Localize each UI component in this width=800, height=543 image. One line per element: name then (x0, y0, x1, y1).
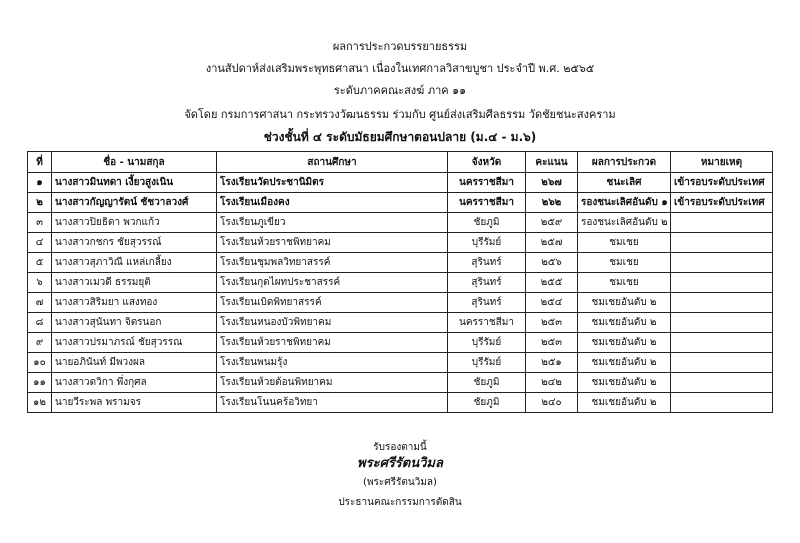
document-title: ผลการประกวดบรรยายธรรม (332, 40, 468, 53)
cell-no: ๑๑ (28, 373, 52, 393)
col-header-school: สถานศึกษา (217, 152, 448, 173)
cell-result: ชมเชยอันดับ ๒ (578, 393, 671, 413)
cell-note: เข้ารอบระดับประเทศ (671, 173, 773, 193)
col-header-no: ที่ (28, 152, 52, 173)
cell-province: นครราชสีมา (448, 313, 526, 333)
cell-no: ๓ (28, 213, 52, 233)
cell-name: นางสาวสุนันทา จิตรนอก (52, 313, 217, 333)
cell-province: บุรีรัมย์ (448, 353, 526, 373)
cell-name: นางสาวปรมาภรณ์ ชัยสุวรรณ (52, 333, 217, 353)
col-header-name: ชื่อ - นามสกุล (52, 152, 217, 173)
cell-province: สุรินทร์ (448, 253, 526, 273)
cell-province: ชัยภูมิ (448, 213, 526, 233)
table-row (28, 333, 773, 353)
table-row (28, 173, 773, 193)
level-heading: ช่วงชั้นที่ ๔ ระดับมัธยมศึกษาตอนปลาย (ม.๔ - ม.๖) (263, 130, 537, 144)
table-row (28, 353, 773, 373)
signer-name: (พระศรีรัตนวิมล) (363, 477, 437, 488)
cell-name: นายวีระพล พรามจร (52, 393, 217, 413)
cell-result: ชมเชย (578, 233, 671, 253)
cell-name: นางสาวเมวดี ธรรมยุติ (52, 273, 217, 293)
cell-score: ๒๔๐ (526, 393, 578, 413)
cell-note (671, 233, 773, 253)
cell-school: โรงเรียนชุมพลวิทยาสรรค์ (217, 253, 448, 273)
cell-no: ๕ (28, 253, 52, 273)
cell-school: โรงเรียนห้วยต้อนพิทยาคม (217, 373, 448, 393)
cell-province: บุรีรัมย์ (448, 233, 526, 253)
cell-province: ชัยภูมิ (448, 373, 526, 393)
cell-province: ชัยภูมิ (448, 393, 526, 413)
cell-note (671, 313, 773, 333)
cell-name: นางสาวสุภาวิณี แหล่เกลี้ยง (52, 253, 217, 273)
cell-no: ๔ (28, 233, 52, 253)
cell-name: นางสาวมินทดา เงี้ยวสูงเนิน (52, 173, 217, 193)
table-row (28, 373, 773, 393)
cell-school: โรงเรียนห้วยราชพิทยาคม (217, 233, 448, 253)
cell-result: ชมเชยอันดับ ๒ (578, 373, 671, 393)
col-header-note: หมายเหตุ (671, 152, 773, 173)
cell-note (671, 213, 773, 233)
cell-note (671, 373, 773, 393)
cell-no: ๑ (28, 173, 52, 193)
cell-result: รองชนะเลิศอันดับ ๒ (578, 213, 671, 233)
cell-name: นายอภินันท์ มีพวงผล (52, 353, 217, 373)
cell-score: ๒๖๒ (526, 193, 578, 213)
table-header-row (28, 152, 773, 173)
cell-no: ๗ (28, 293, 52, 313)
cell-result: ชมเชยอันดับ ๒ (578, 313, 671, 333)
table-row (28, 213, 773, 233)
cell-name: นางสาวปิยธิดา พวกแก้ว (52, 213, 217, 233)
cell-no: ๑๒ (28, 393, 52, 413)
certify-label: รับรองตามนี้ (373, 442, 427, 453)
cell-score: ๒๕๖ (526, 253, 578, 273)
cell-score: ๒๔๒ (526, 373, 578, 393)
cell-no: ๑๐ (28, 353, 52, 373)
cell-no: ๘ (28, 313, 52, 333)
cell-result: ชมเชยอันดับ ๒ (578, 353, 671, 373)
cell-province: บุรีรัมย์ (448, 333, 526, 353)
cell-school: โรงเรียนกุดไผทประชาสรรค์ (217, 273, 448, 293)
table-row (28, 293, 773, 313)
col-header-province: จังหวัด (448, 152, 526, 173)
col-header-result: ผลการประกวด (578, 152, 671, 173)
cell-result: ชมเชยอันดับ ๒ (578, 333, 671, 353)
cell-school: โรงเรียนห้วยราชพิทยาคม (217, 333, 448, 353)
cell-score: ๒๕๗ (526, 233, 578, 253)
cell-no: ๙ (28, 333, 52, 353)
organizer-line: จัดโดย กรมการศาสนา กระทรวงวัฒนธรรม ร่วมกับ ศูนย์ส่งเสริมศีลธรรม วัดชัยชนะสงคราม (184, 108, 616, 121)
cell-province: นครราชสีมา (448, 173, 526, 193)
cell-school: โรงเรียนพนมรุ้ง (217, 353, 448, 373)
cell-note (671, 333, 773, 353)
cell-no: ๖ (28, 273, 52, 293)
cell-school: โรงเรียนวัดประชานิมิตร (217, 173, 448, 193)
table-row (28, 393, 773, 413)
cell-result: ชนะเลิศ (578, 173, 671, 193)
cell-name: นางสาวสิริมยา แสงทอง (52, 293, 217, 313)
cell-score: ๒๕๔ (526, 293, 578, 313)
cell-province: สุรินทร์ (448, 273, 526, 293)
table-row (28, 193, 773, 213)
cell-score: ๒๕๕ (526, 273, 578, 293)
cell-no: ๒ (28, 193, 52, 213)
cell-name: นางสาวกัญญารัตน์ ชัชวาลวงศ์ (52, 193, 217, 213)
cell-result: รองชนะเลิศอันดับ ๑ (578, 193, 671, 213)
cell-name: นางสาวดวิกา พึ่งกุศล (52, 373, 217, 393)
signer-position: ประธานคณะกรรมการตัดสิน (338, 497, 462, 508)
event-title: งานสัปดาห์ส่งเสริมพระพุทธศาสนา เนื่องในเทศกาลวิสาขบูชา ประจำปี พ.ศ. ๒๕๖๕ (205, 62, 595, 75)
cell-province: สุรินทร์ (448, 293, 526, 313)
cell-score: ๒๖๗ (526, 173, 578, 193)
region-level: ระดับภาคคณะสงฆ์ ภาค ๑๑ (333, 84, 467, 97)
cell-name: นางสาวกชกร ชัยสุวรรณ์ (52, 233, 217, 253)
handwritten-signature: พระศรีรัตนวิมล (357, 456, 443, 471)
cell-note (671, 293, 773, 313)
table-row (28, 253, 773, 273)
cell-score: ๒๕๑ (526, 353, 578, 373)
table-row (28, 233, 773, 253)
cell-note (671, 253, 773, 273)
cell-school: โรงเรียนโนนคร้อวิทยา (217, 393, 448, 413)
cell-result: ชมเชย (578, 273, 671, 293)
cell-school: โรงเรียนหนองบัวพิทยาคม (217, 313, 448, 333)
results-table (27, 151, 773, 413)
cell-result: ชมเชยอันดับ ๒ (578, 293, 671, 313)
cell-score: ๒๕๙ (526, 213, 578, 233)
cell-result: ชมเชย (578, 253, 671, 273)
cell-note (671, 393, 773, 413)
cell-note: เข้ารอบระดับประเทศ (671, 193, 773, 213)
cell-score: ๒๕๓ (526, 333, 578, 353)
cell-school: โรงเรียนเบิดพิทยาสรรค์ (217, 293, 448, 313)
table-row (28, 273, 773, 293)
cell-score: ๒๕๓ (526, 313, 578, 333)
cell-note (671, 353, 773, 373)
cell-province: นครราชสีมา (448, 193, 526, 213)
cell-note (671, 273, 773, 293)
col-header-score: คะแนน (526, 152, 578, 173)
cell-school: โรงเรียนเมืองคง (217, 193, 448, 213)
cell-school: โรงเรียนภูเขียว (217, 213, 448, 233)
table-row (28, 313, 773, 333)
